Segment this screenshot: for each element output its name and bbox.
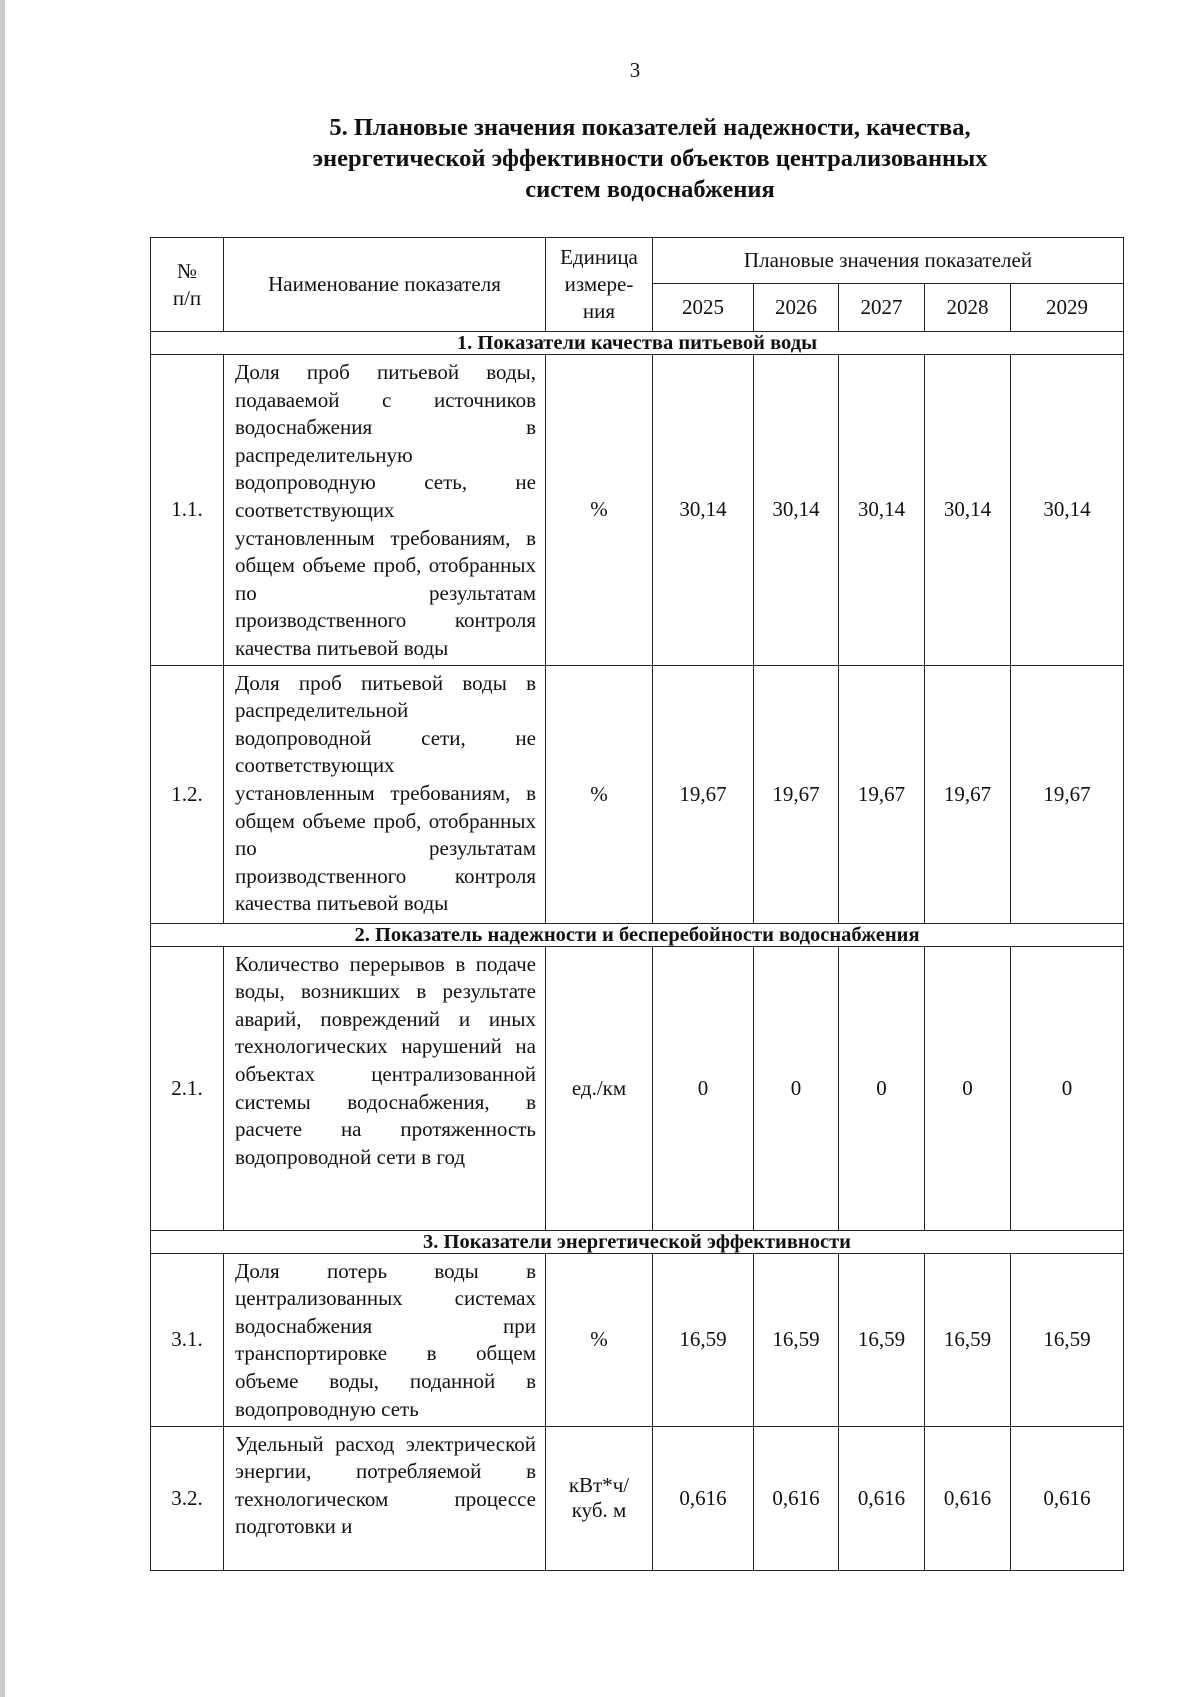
row-num: 3.2.: [151, 1426, 224, 1570]
heading-line-3: систем водоснабжения: [525, 176, 775, 203]
row-value: 19,67: [1011, 665, 1124, 923]
row-name: Доля проб питьевой воды, подаваемой с источников водоснабжения в распределительную водопроводную сеть, не соответствующих установленным требованиям, в общем объеме проб, отобранных по результатам производственного контроля качества питьевой воды: [224, 355, 546, 666]
table-header-row: [151, 238, 1124, 284]
row-value: 30,14: [925, 355, 1011, 666]
header-plan: Плановые значения показателей: [653, 238, 1124, 284]
table-row: [151, 665, 1124, 923]
row-unit: [546, 1426, 653, 1570]
row-num: 2.1.: [151, 946, 224, 1230]
row-value: 0: [839, 946, 925, 1230]
header-num-line-1: №: [176, 258, 198, 283]
row-num: 1.1.: [151, 355, 224, 666]
row-value: 30,14: [653, 355, 754, 666]
row-unit: %: [546, 1253, 653, 1426]
row-value: 0: [754, 946, 839, 1230]
header-year: 2027: [839, 284, 925, 332]
row-value: 16,59: [653, 1253, 754, 1426]
row-name: Доля проб питьевой воды в распределительной водопроводной сети, не соответствующих установленным требованиям, в общем объеме проб, отобранных по результатам производственного контроля качества питьевой воды: [224, 665, 546, 923]
section-title: 3. Показатели энергетической эффективности: [151, 1230, 1124, 1253]
heading-line-2: энергетической эффективности объектов централизованных: [312, 145, 988, 172]
section-row: [151, 923, 1124, 946]
row-unit: %: [546, 665, 653, 923]
row-name: Доля потерь воды в централизованных системах водоснабжения при транспортировке в общем объеме воды, поданной в водопроводную сеть: [224, 1253, 546, 1426]
scan-edge: [0, 0, 5, 1697]
row-num: 1.2.: [151, 665, 224, 923]
table-row: [151, 946, 1124, 1230]
row-value: 19,67: [653, 665, 754, 923]
section-row: [151, 1230, 1124, 1253]
header-unit-line-1: Единица: [560, 245, 638, 269]
row-value: 16,59: [839, 1253, 925, 1426]
row-value: 30,14: [1011, 355, 1124, 666]
indicators-table: [150, 237, 1124, 1571]
header-unit-line-2: измере-: [564, 272, 634, 296]
row-value: 19,67: [754, 665, 839, 923]
row-value: 0,616: [754, 1426, 839, 1570]
section-title: 2. Показатель надежности и бесперебойности водоснабжения: [151, 923, 1124, 946]
row-value: 0,616: [1011, 1426, 1124, 1570]
header-unit-line-3: ния: [582, 299, 616, 323]
table-row: [151, 1253, 1124, 1426]
row-value: 0,616: [839, 1426, 925, 1570]
heading-line-1: 5. Плановые значения показателей надежности, качества,: [329, 114, 971, 141]
header-year: 2029: [1011, 284, 1124, 332]
header-year: 2025: [653, 284, 754, 332]
row-value: 30,14: [754, 355, 839, 666]
row-value: 0: [653, 946, 754, 1230]
row-value: 0: [925, 946, 1011, 1230]
section-title: 1. Показатели качества питьевой воды: [151, 332, 1124, 355]
header-year: 2028: [925, 284, 1011, 332]
header-num: [151, 238, 224, 332]
section-heading: [190, 112, 1110, 205]
row-name: Количество перерывов в подаче воды, возникших в результате аварий, повреждений и иных технологических нарушений на объектах централизованной системы водоснабжения, в расчете на протяженность водопроводной сети в год: [224, 946, 546, 1230]
row-unit-line-1: кВт*ч/: [568, 1473, 630, 1498]
row-value: 0: [1011, 946, 1124, 1230]
table-row: [151, 355, 1124, 666]
row-value: 16,59: [1011, 1253, 1124, 1426]
header-unit: [546, 238, 653, 332]
header-name: Наименование показателя: [224, 238, 546, 332]
row-value: 19,67: [839, 665, 925, 923]
row-num: 3.1.: [151, 1253, 224, 1426]
row-name: Удельный расход электрической энергии, потребляемой в технологическом процессе подготовки и: [224, 1426, 546, 1570]
header-year: 2026: [754, 284, 839, 332]
row-value: 16,59: [754, 1253, 839, 1426]
row-unit: ед./км: [546, 946, 653, 1230]
row-value: 0,616: [653, 1426, 754, 1570]
header-num-line-2: п/п: [172, 285, 202, 310]
row-value: 16,59: [925, 1253, 1011, 1426]
row-value: 19,67: [925, 665, 1011, 923]
table-row: [151, 1426, 1124, 1570]
page-number: 3: [629, 58, 641, 82]
row-unit-line-2: куб. м: [571, 1498, 627, 1523]
row-value: 30,14: [839, 355, 925, 666]
row-value: 0,616: [925, 1426, 1011, 1570]
section-row: [151, 332, 1124, 355]
row-unit: %: [546, 355, 653, 666]
